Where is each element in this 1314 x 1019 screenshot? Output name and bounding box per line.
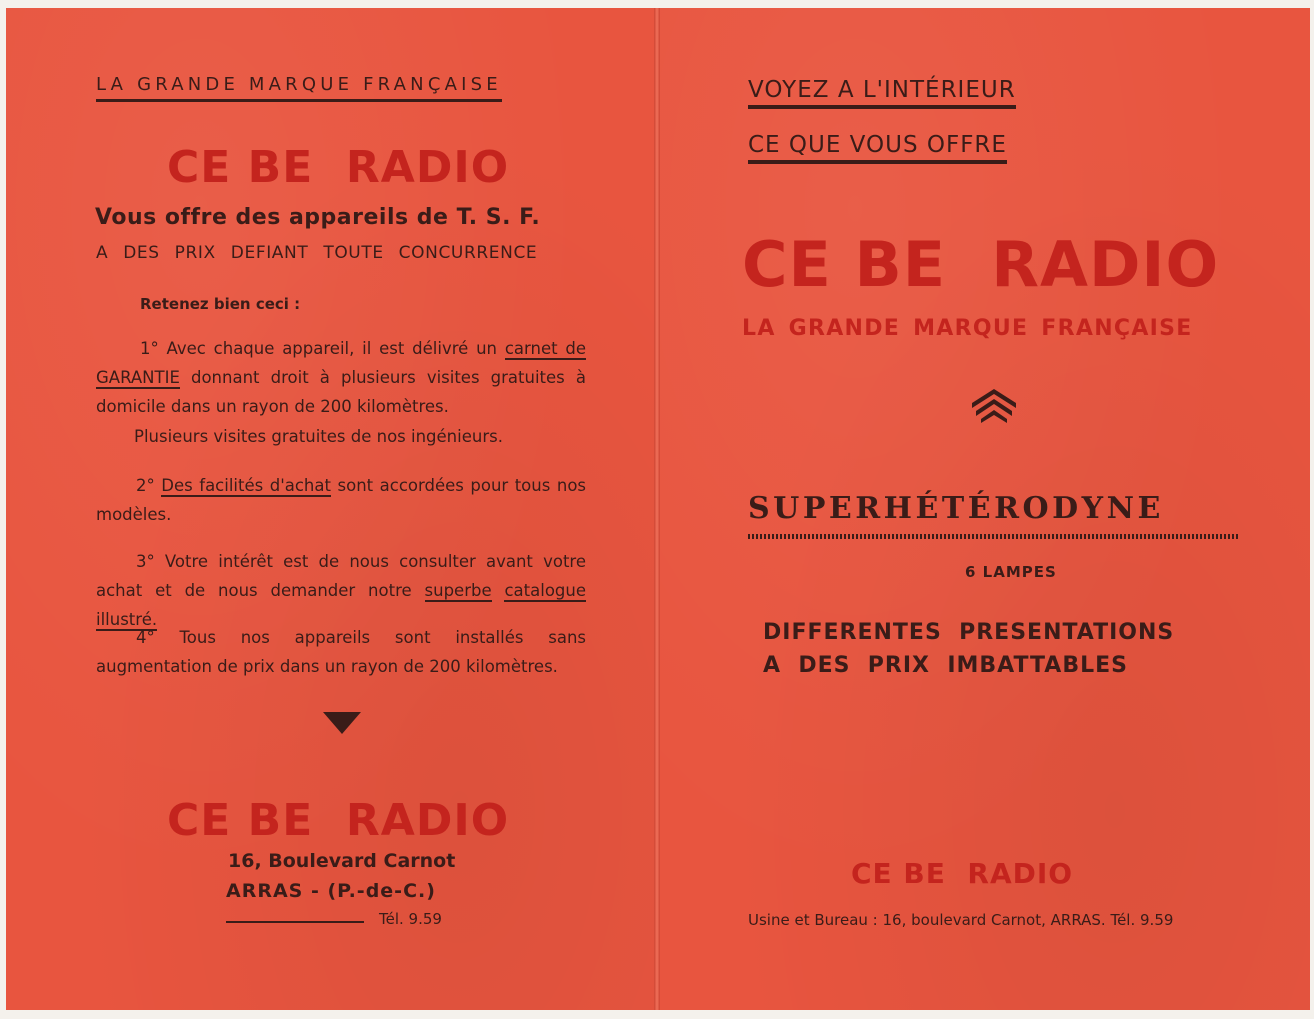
presentations-line-2: A DES PRIX IMBATTABLES	[763, 653, 1128, 678]
right-tagline: LA GRANDE MARQUE FRANÇAISE	[742, 316, 1193, 341]
city-line: ARRAS - (P.-de-C.)	[226, 880, 436, 902]
superbe-underline: superbe	[424, 581, 492, 600]
point-2-text-b: sont accordées pour tous nos modèles.	[96, 476, 587, 524]
down-arrow-icon	[323, 712, 361, 734]
catalogue-underline: catalogue	[504, 581, 587, 600]
garantie-underline: GARANTIE	[96, 368, 180, 387]
point-1-extra: Plusieurs visites gratuites de nos ingénieurs.	[134, 427, 503, 446]
point-4: 4° Tous nos appareils sont installés sans augmentation de prix dans un rayon de 200 kilomètres.	[96, 628, 586, 676]
right-footer-brand: CE BE RADIO	[851, 857, 1074, 890]
left-footer-brand: CE BE RADIO	[167, 795, 510, 846]
presentations-line-1: DIFFERENTES PRESENTATIONS	[763, 620, 1175, 645]
facilites-underline: Des facilités d'achat	[161, 476, 331, 495]
lamps-label: 6 LAMPES	[965, 563, 1057, 581]
left-subheadline: A DES PRIX DEFIANT TOUTE CONCURRENCE	[96, 243, 538, 263]
right-brand-title: CE BE RADIO	[742, 228, 1220, 301]
product-name: SUPERHÉTÉRODYNE	[748, 491, 1164, 526]
chevron-up-logo-icon	[972, 389, 1016, 423]
right-headline-2: CE QUE VOUS OFFRE	[748, 132, 1007, 164]
right-headline-1: VOYEZ A L'INTÉRIEUR	[748, 77, 1016, 109]
point-2	[96, 471, 586, 529]
point-1-text-b: donnant droit à plusieurs visites gratuites à domicile dans un rayon de 200 kilomètres.	[96, 368, 586, 416]
illustre-underline: illustré.	[96, 610, 158, 629]
tel-rule	[226, 921, 364, 923]
address-line: 16, Boulevard Carnot	[228, 850, 456, 872]
point-2-text-a: 2°	[136, 476, 162, 495]
point-3-text-a: 3° Votre intérêt est de nous consulter avant votre achat et de nous demander notre	[96, 552, 586, 600]
point-1-text-a: 1° Avec chaque appareil, il est délivré un	[140, 339, 505, 358]
product-rule	[748, 534, 1238, 539]
point-1	[96, 334, 586, 421]
tel-line: Tél. 9.59	[379, 910, 442, 928]
carnet-underline: carnet de	[504, 339, 586, 358]
point-3	[96, 547, 586, 634]
right-footer-address: Usine et Bureau : 16, boulevard Carnot, ARRAS. Tél. 9.59	[748, 911, 1174, 929]
left-brand-title: CE BE RADIO	[167, 142, 510, 193]
left-headline: Vous offre des appareils de T. S. F.	[95, 205, 541, 230]
retain-label: Retenez bien ceci :	[140, 295, 301, 313]
left-header: LA GRANDE MARQUE FRANÇAISE	[96, 74, 502, 102]
